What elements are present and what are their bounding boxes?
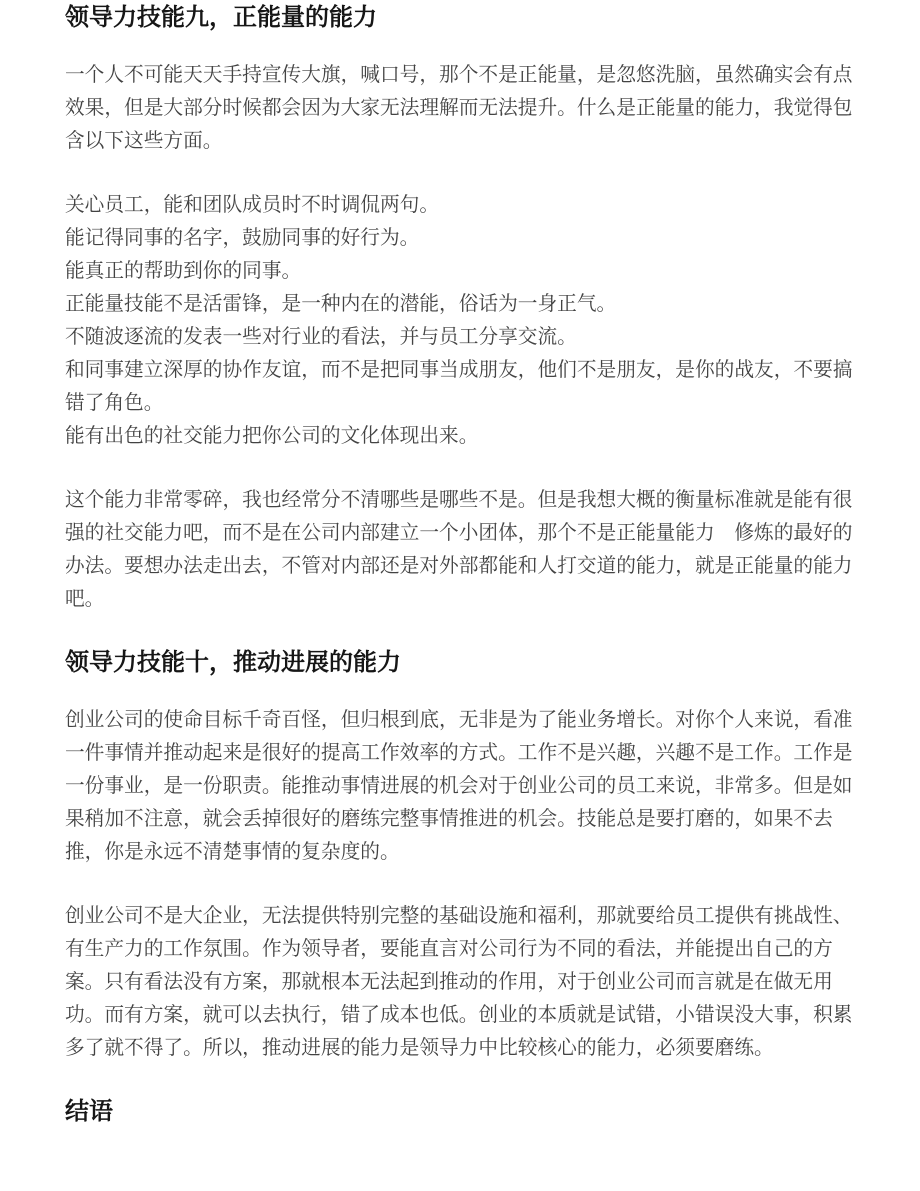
point-line: 不随波逐流的发表一些对行业的看法，并与员工分享交流。 xyxy=(65,326,577,348)
point-line: 能记得同事的名字，鼓励同事的好行为。 xyxy=(65,227,420,249)
point-line: 关心员工，能和团队成员时不时调侃两句。 xyxy=(65,194,440,216)
point-line: 能有出色的社交能力把你公司的文化体现出来。 xyxy=(65,425,479,447)
point-line: 和同事建立深厚的协作友谊，而不是把同事当成朋友，他们不是朋友，是你的战友，不要搞错了角色。 xyxy=(65,359,853,414)
section9-intro-paragraph: 一个人不可能天天手持宣传大旗，喊口号，那个不是正能量，是忽悠洗脑，虽然确实会有点效果，但是大部分时候都会因为大家无法理解而无法提升。什么是正能量的能力，我觉得包含以下这些方面。 xyxy=(65,64,853,152)
point-line: 正能量技能不是活雷锋，是一种内在的潜能，俗话为一身正气。 xyxy=(65,293,617,315)
section10-paragraph-1: 创业公司的使命目标千奇百怪，但归根到底，无非是为了能业务增长。对你个人来说，看准一件事情并推动起来是很好的提高工作效率的方式。工作不是兴趣，兴趣不是工作。工作是一份事业，是一份职责。能推动事情进展的机会对于创业公司的员工来说，非常多。但是如果稍加不注意，就会丢掉很好的磨练完整事情推进的机会。技能总是要打磨的，如果不去推，你是永远不清楚事情的复杂度的。 xyxy=(65,709,853,863)
conclusion-heading: 结语 xyxy=(65,1098,113,1125)
section10-paragraph-2: 创业公司不是大企业，无法提供特别完整的基础设施和福利，那就要给员工提供有挑战性、有生产力的工作氛围。作为领导者，要能直言对公司行为不同的看法，并能提出自己的方案。只有看法没有方案，那就根本无法起到推动的作用，对于创业公司而言就是在做无用功。而有方案，就可以去执行，错了成本也低。创业的本质就是试错，小错误没大事，积累多了就不得了。所以，推动进展的能力是领导力中比较核心的能力，必须要磨练。 xyxy=(65,905,853,1059)
section10-heading: 领导力技能十，推动进展的能力 xyxy=(65,649,401,676)
section9-summary-paragraph: 这个能力非常零碎，我也经常分不清哪些是哪些不是。但是我想大概的衡量标准就是能有很强的社交能力吧，而不是在公司内部建立一个小团体，那个不是正能量能力 修炼的最好的办法。要想办法走出去，不管对内部还是对外部都能和人打交道的能力，就是正能量的能力吧。 xyxy=(65,489,853,610)
section9-heading: 领导力技能九，正能量的能力 xyxy=(65,4,377,31)
section9-points-list xyxy=(65,189,855,453)
point-line: 能真正的帮助到你的同事。 xyxy=(65,260,302,282)
